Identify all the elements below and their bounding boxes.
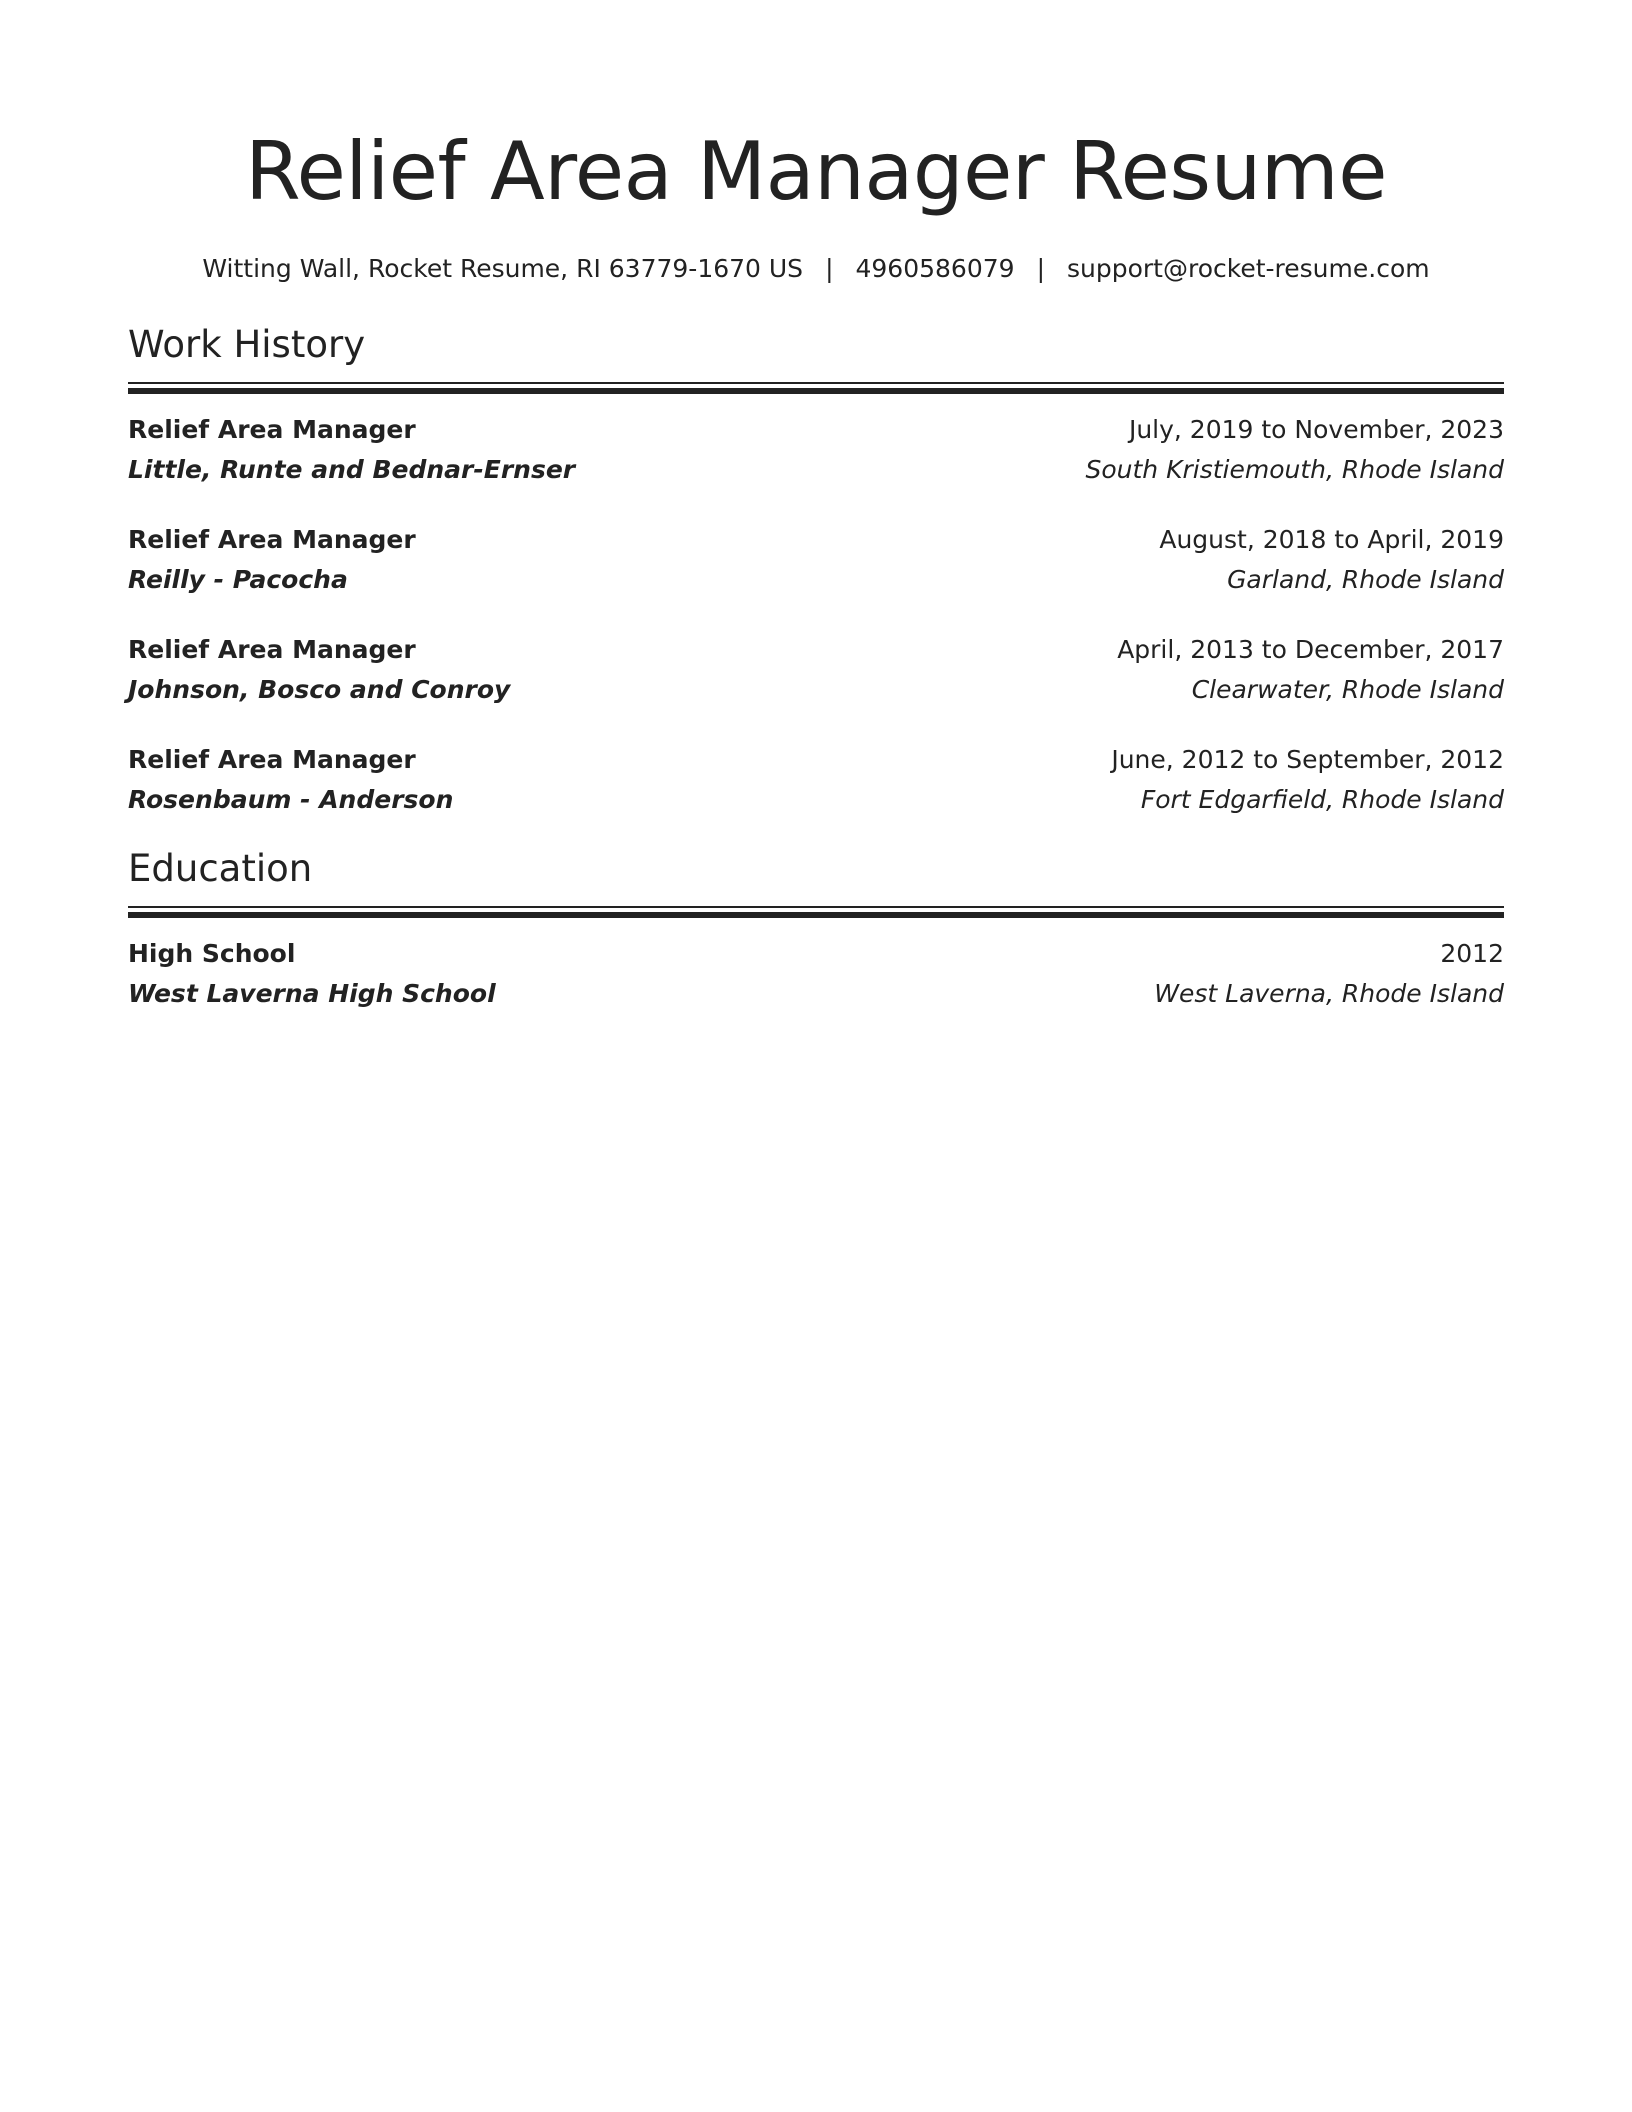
company-name: Rosenbaum - Anderson [128, 785, 454, 814]
section-divider [128, 906, 1504, 918]
job-dates: April, 2013 to December, 2017 [1117, 635, 1504, 664]
work-entry [128, 520, 1504, 600]
contact-line [128, 252, 1504, 286]
work-history-heading: Work History [128, 323, 366, 366]
work-entry-row-bottom [128, 670, 1504, 710]
job-location: Fort Edgarfield, Rhode Island [1140, 785, 1504, 814]
work-history-list [128, 410, 1504, 820]
job-location: Garland, Rhode Island [1227, 565, 1504, 594]
work-entry-row-bottom [128, 560, 1504, 600]
school-location: West Laverna, Rhode Island [1154, 979, 1504, 1008]
job-title: Relief Area Manager [128, 745, 416, 774]
job-title: Relief Area Manager [128, 635, 416, 664]
contact-separator: | [825, 254, 834, 283]
job-dates: July, 2019 to November, 2023 [1128, 415, 1504, 444]
work-entry [128, 410, 1504, 490]
education-entry-row-top [128, 934, 1504, 974]
work-entry [128, 740, 1504, 820]
education-entry-row-bottom [128, 974, 1504, 1014]
contact-address: Witting Wall, Rocket Resume, RI 63779-1670 US [202, 254, 804, 283]
work-entry-row-top [128, 740, 1504, 780]
job-dates: August, 2018 to April, 2019 [1159, 525, 1504, 554]
job-dates: June, 2012 to September, 2012 [1111, 745, 1504, 774]
company-name: Reilly - Pacocha [128, 565, 348, 594]
graduation-year: 2012 [1440, 939, 1504, 968]
job-title: Relief Area Manager [128, 525, 416, 554]
work-entry-row-top [128, 520, 1504, 560]
education-list [128, 934, 1504, 1014]
contact-separator: | [1036, 254, 1045, 283]
education-heading: Education [128, 847, 313, 890]
work-entry-row-top [128, 410, 1504, 450]
job-title: Relief Area Manager [128, 415, 416, 444]
page-title: Relief Area Manager Resume [245, 125, 1387, 218]
section-divider [128, 382, 1504, 394]
company-name: Johnson, Bosco and Conroy [128, 675, 511, 704]
contact-email: support@rocket-resume.com [1067, 254, 1430, 283]
degree-name: High School [128, 939, 296, 968]
company-name: Little, Runte and Bednar-Ernser [128, 455, 576, 484]
school-name: West Laverna High School [128, 979, 496, 1008]
work-entry-row-bottom [128, 780, 1504, 820]
work-entry-row-top [128, 630, 1504, 670]
education-entry [128, 934, 1504, 1014]
contact-phone: 4960586079 [855, 254, 1015, 283]
work-entry-row-bottom [128, 450, 1504, 490]
job-location: Clearwater, Rhode Island [1191, 675, 1504, 704]
work-entry [128, 630, 1504, 710]
job-location: South Kristiemouth, Rhode Island [1085, 455, 1504, 484]
